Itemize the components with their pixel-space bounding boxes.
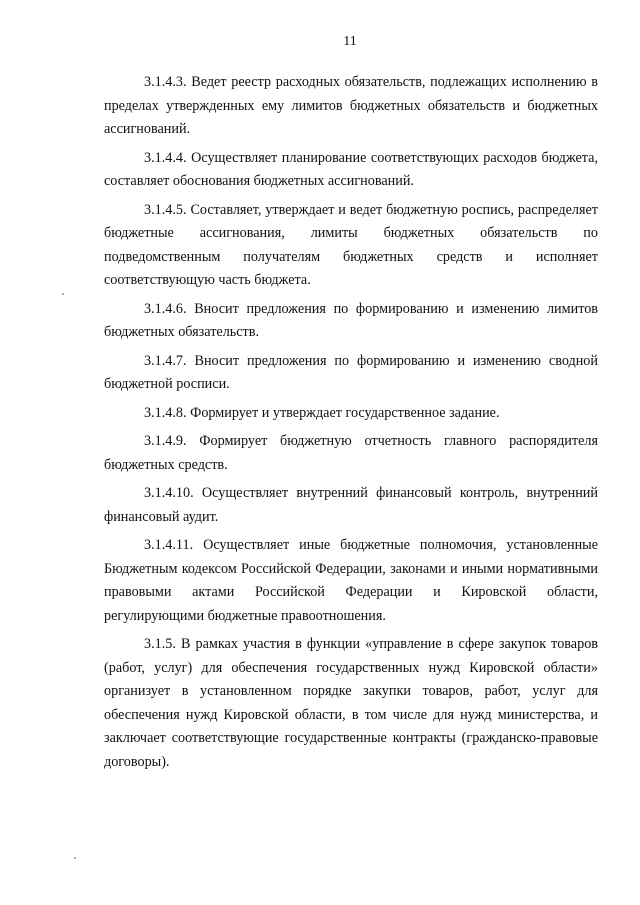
paragraph-3-1-4-3: 3.1.4.3. Ведет реестр расходных обязательств, подлежащих исполнению в пределах утвержденных ему лимитов бюджетных обязательств и бюджетных ассигнований. — [104, 74, 598, 137]
scan-speck — [62, 293, 64, 295]
paragraph-3-1-4-11: 3.1.4.11. Осуществляет иные бюджетные полномочия, установленные Бюджетным кодексом Российской Федерации, законами и иными нормативными правовыми актами Российской Федерации и Кировской области, регулирующими бюджетные правоотношения. — [104, 537, 598, 624]
paragraph-3-1-4-5: 3.1.4.5. Составляет, утверждает и ведет бюджетную роспись, распределяет бюджетные ассигнования, лимиты бюджетных обязательств по подведомственным получателям бюджетных средств и исполняет соответствующую часть бюджета. — [104, 201, 598, 288]
paragraph-3-1-5: 3.1.5. В рамках участия в функции «управление в сфере закупок товаров (работ, услуг) для обеспечения государственных нужд Кировской области» организует в установленном порядке закупки товаров, работ, услуг для обеспечения нужд Кировской области, в том числе для нужд министерства, и заключает соответствующие государственные контракты (гражданско-правовые договоры). — [104, 636, 598, 770]
paragraph-3-1-4-4: 3.1.4.4. Осуществляет планирование соответствующих расходов бюджета, составляет обоснования бюджетных ассигнований. — [104, 149, 598, 189]
paragraph-3-1-4-9: 3.1.4.9. Формирует бюджетную отчетность главного распорядителя бюджетных средств. — [104, 433, 598, 473]
paragraph-3-1-4-7: 3.1.4.7. Вносит предложения по формированию и изменению сводной бюджетной росписи. — [104, 352, 598, 392]
paragraph-3-1-4-10: 3.1.4.10. Осуществляет внутренний финансовый контроль, внутренний финансовый аудит. — [104, 485, 598, 525]
scan-speck — [74, 857, 76, 859]
page-number: 11 — [343, 34, 357, 49]
paragraph-3-1-4-6: 3.1.4.6. Вносит предложения по формированию и изменению лимитов бюджетных обязательств. — [104, 300, 598, 340]
document-body — [104, 71, 598, 779]
paragraph-3-1-4-8: 3.1.4.8. Формирует и утверждает государственное задание. — [144, 404, 500, 421]
